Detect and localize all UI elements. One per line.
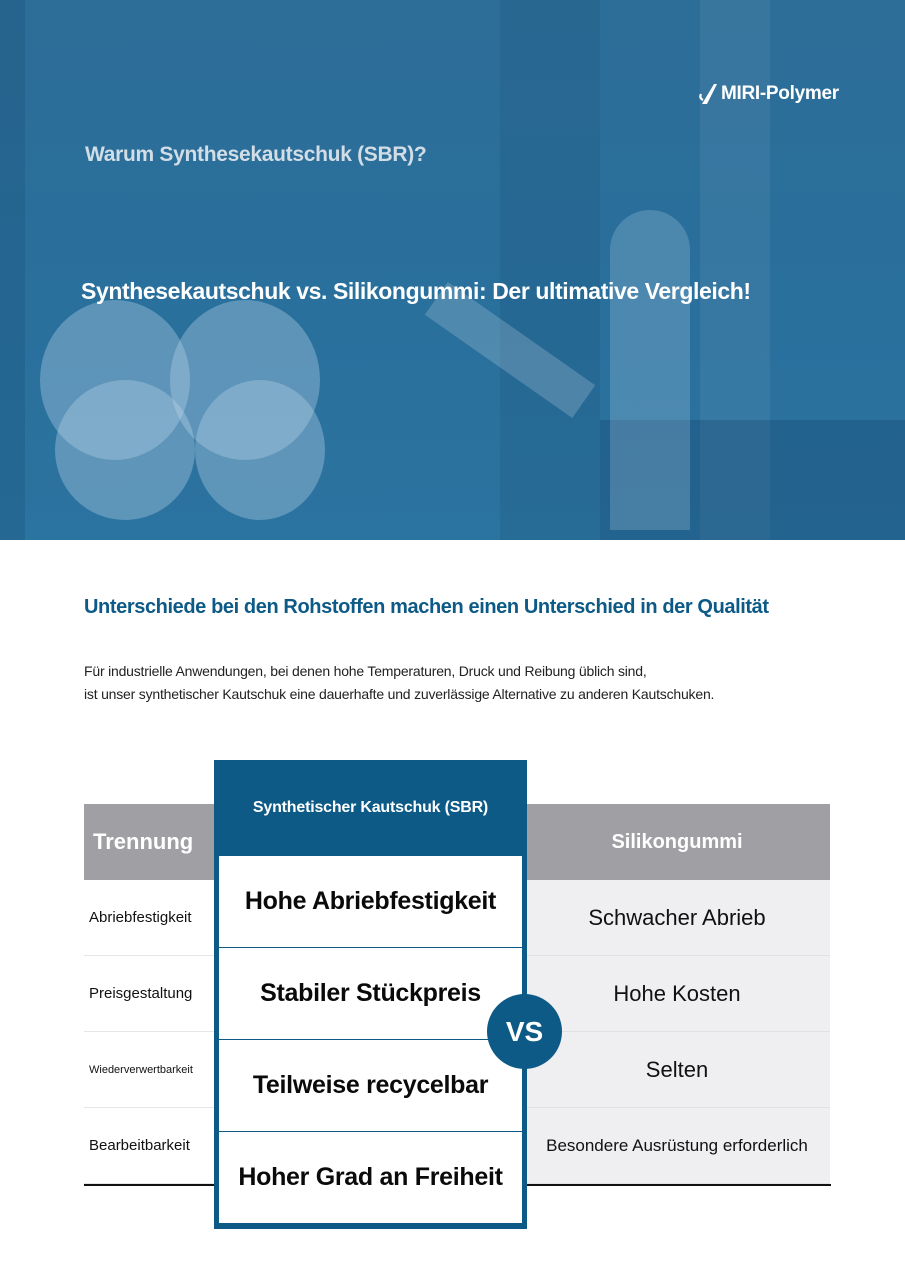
sbr-column-header: Synthetischer Kautschuk (SBR)	[252, 799, 489, 816]
hero-bg-roll	[55, 380, 195, 520]
category-cell: Wiederverwertbarkeit	[84, 1032, 216, 1108]
intro-line: Für industrielle Anwendungen, bei denen hohe Temperaturen, Druck und Reibung üblich sind,	[84, 663, 647, 679]
silicone-cell: Besondere Ausrüstung erforderlich	[524, 1108, 830, 1184]
sbr-highlight-column	[214, 760, 527, 1229]
silicone-cell: Selten	[524, 1032, 830, 1108]
category-column-header: Trennung	[84, 804, 216, 880]
section-intro	[84, 660, 844, 706]
vs-badge: VS	[487, 994, 562, 1069]
sbr-cell: Teilweise recycelbar	[219, 1040, 522, 1132]
sbr-column-body	[219, 856, 522, 1223]
sbr-cell: Stabiler Stückpreis	[219, 948, 522, 1040]
hero-bg-person	[610, 210, 690, 530]
category-cell: Bearbeitbarkeit	[84, 1108, 216, 1184]
intro-line: ist unser synthetischer Kautschuk eine dauerhafte und zuverlässige Alternative zu anderen Kautschuken.	[84, 686, 715, 702]
hero-bg-pillar	[0, 0, 25, 540]
silicone-cell: Schwacher Abrieb	[524, 880, 830, 956]
hero-bg-roll	[195, 380, 325, 520]
logo-mark-icon	[698, 82, 720, 106]
hero-bg-window	[500, 0, 600, 540]
section-title: Unterschiede bei den Rohstoffen machen einen Unterschied in der Qualität	[84, 596, 769, 618]
brand-logo	[698, 80, 839, 108]
category-cell: Preisgestaltung	[84, 956, 216, 1032]
sbr-cell: Hohe Abriebfestigkeit	[219, 856, 522, 948]
category-cell: Abriebfestigkeit	[84, 880, 216, 956]
hero-subtitle: Warum Synthesekautschuk (SBR)?	[85, 143, 427, 166]
hero-banner	[0, 0, 905, 540]
silicone-column-header: Silikongummi	[524, 804, 830, 880]
silicone-cell: Hohe Kosten	[524, 956, 830, 1032]
sbr-cell: Hoher Grad an Freiheit	[238, 1163, 503, 1191]
hero-title: Synthesekautschuk vs. Silikongummi: Der ultimative Vergleich!	[81, 278, 751, 304]
logo-text: MIRI-Polymer	[721, 83, 839, 104]
